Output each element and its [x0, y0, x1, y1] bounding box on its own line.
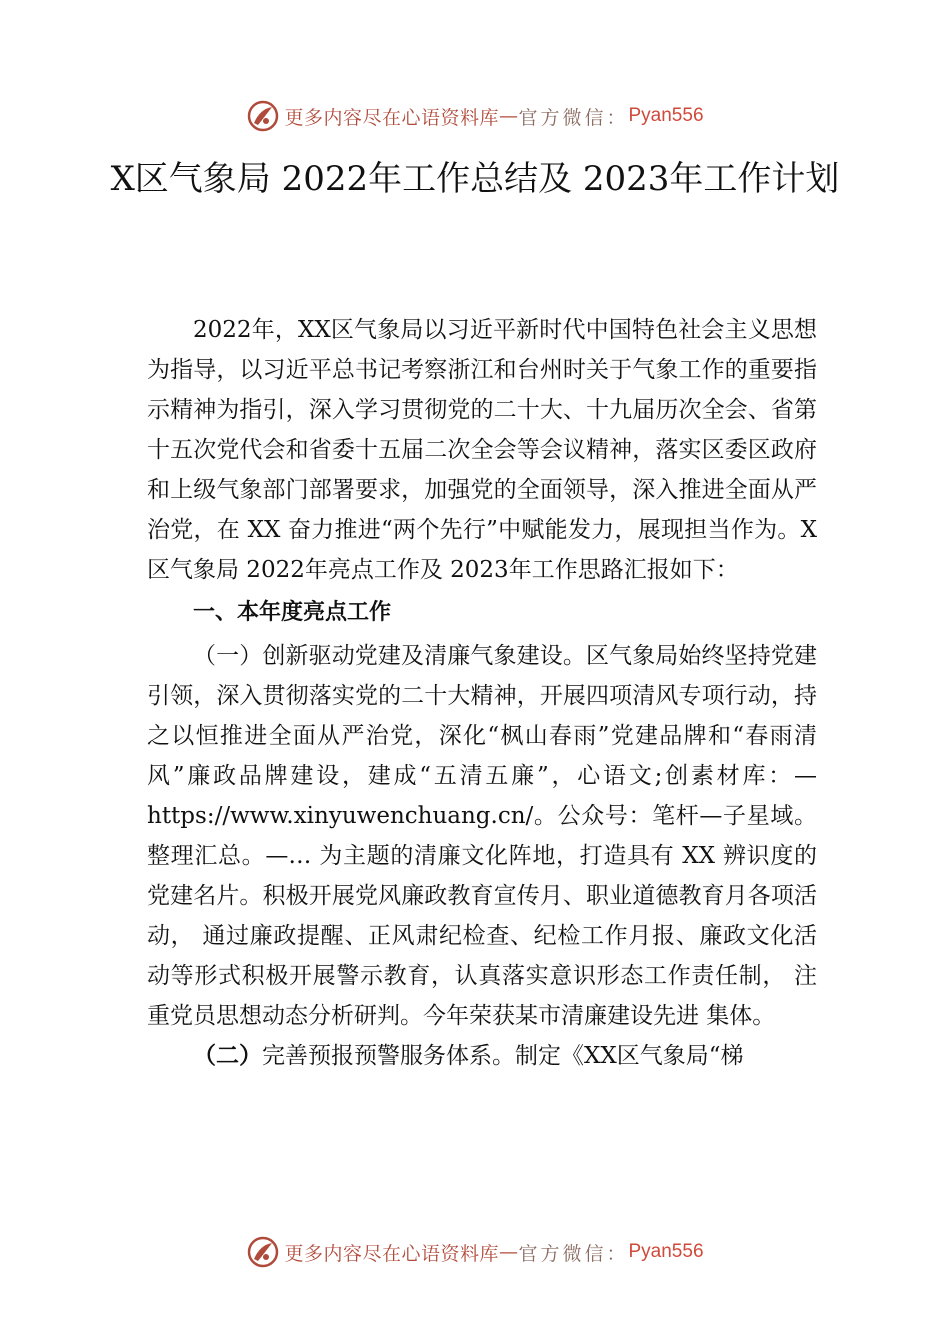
section-heading-1: 一、本年度亮点工作	[193, 600, 392, 625]
brush-logo-icon	[246, 99, 280, 133]
item-2-text: 完善预报预警服务体系。制定《XX区气象局“梯	[262, 1043, 744, 1069]
wechat-id: Pyan556	[628, 1241, 704, 1262]
wechat-label: 官方微信：	[518, 1242, 629, 1265]
footer-banner	[0, 1232, 950, 1272]
item-1-text-a: （一）创新驱动党建及清廉气象建设。区气象局始终坚持党建引领，深入贯彻落实党的二十大精神，开展四项清风专项行动，持之以恒推进全面从严治党，深化“枫山春雨”党建品牌和“春雨清风”廉政品牌建设，建成“五清五廉”，	[147, 643, 817, 789]
document-body	[147, 310, 817, 1076]
item-2-paragraph	[147, 1036, 817, 1076]
item-1-text-c: 为主题的清廉文化阵地，打造具有 XX 辨识度的党建名片。积极开展党风廉政教育宣传月、职业道德教育月各项活动， 通过廉政提醒、正风肃纪检查、纪检工作月报、廉政文化活动等形式积极开展警示教育，认真落实意识形态工作责任制， 注重党员思想动态分析研判。今年荣获某市清廉建设先进 集体。	[147, 843, 818, 1029]
banner-separator: —	[498, 105, 519, 127]
wechat-label: 官方微信：	[518, 106, 629, 129]
intro-paragraph: 2022年，XX区气象局以习近平新时代中国特色社会主义思想为指导，以习近平总书记考察浙江和台州时关于气象工作的重要指示精神为指引，深入学习贯彻党的二十大、十九届历次全会、省第十五次党代会和省委十五届二次全会等会议精神，落实区委区政府和上级气象部门部署要求，加强党的全面领导，深入推进全面从严治党，在 XX 奋力推进“两个先行”中赋能发力，展现担当作为。X区气象局 2022年亮点工作及 2023年工作思路汇报如下：	[147, 317, 817, 583]
item-2-lead: （二）	[193, 1042, 262, 1069]
banner-text: 更多内容尽在心语资料库	[284, 1242, 499, 1265]
wechat-id: Pyan556	[628, 105, 704, 126]
document-title: X区气象局 2022年工作总结及 2023年工作计划	[110, 159, 840, 199]
item-1-text-b: 心语文;创素材库：—https://www.xinyuwenchuang.cn/。公众号：笔杆—子星域。整理汇总。—…	[147, 763, 818, 869]
banner-separator: —	[498, 1241, 519, 1263]
item-1-paragraph	[147, 636, 817, 1036]
brush-logo-icon	[246, 1235, 280, 1269]
banner-text: 更多内容尽在心语资料库	[284, 106, 499, 129]
header-banner	[0, 96, 950, 136]
